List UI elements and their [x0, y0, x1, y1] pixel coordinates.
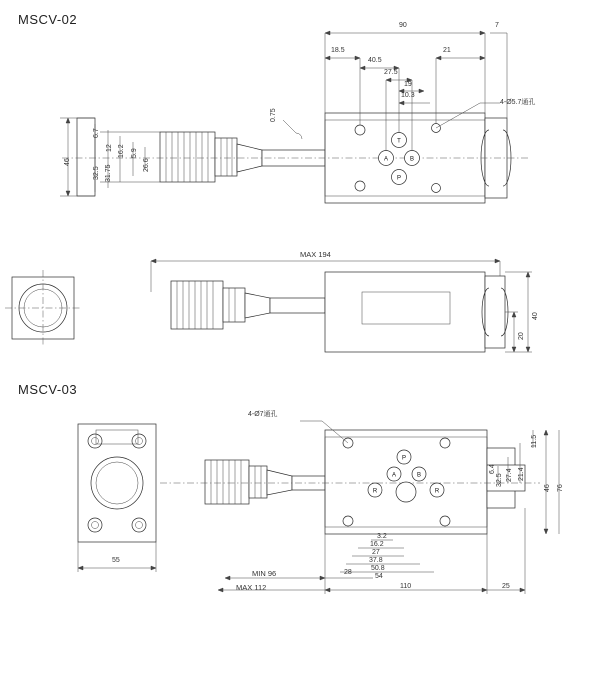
dim-3-2: 3.2	[377, 533, 387, 540]
svg-text:A: A	[391, 472, 397, 479]
dim-12: 12	[106, 144, 113, 152]
dim-40-5: 40.5	[368, 57, 382, 64]
svg-text:P: P	[401, 455, 407, 462]
dim-0-75: 0.75	[270, 108, 277, 122]
dim-27-4: 27.4	[506, 468, 513, 482]
dim-37-8: 37.8	[369, 557, 383, 564]
dim-26-6: 26.6	[143, 158, 150, 172]
hole-note-mscv02: 4-Ø5.7通孔	[500, 99, 536, 106]
dim-20-side: 20	[518, 332, 525, 340]
dim-90: 90	[399, 22, 407, 29]
dim-50-8: 50.8	[371, 565, 385, 572]
dim-5-9: 5.9	[131, 148, 138, 158]
dim-18-5: 18.5	[331, 47, 345, 54]
dim-6-4: 6.4	[489, 464, 496, 474]
dim-6-7: 6.7	[93, 128, 100, 138]
dim-40-side: 40	[532, 312, 539, 320]
mscv03-view	[78, 421, 559, 594]
dim-25: 25	[502, 583, 510, 590]
dim-54: 54	[375, 573, 383, 580]
dim-19: 19	[404, 81, 412, 88]
mscv02-top-view	[60, 31, 530, 203]
dim-16-2-03: 16.2	[370, 541, 384, 548]
svg-text:B: B	[409, 156, 415, 163]
svg-text:A: A	[383, 156, 389, 163]
dim-max-194: MAX 194	[300, 250, 331, 259]
dim-31-75: 31.75	[105, 164, 112, 182]
dim-28: 28	[344, 569, 352, 576]
dim-27: 27	[372, 549, 380, 556]
svg-text:B: B	[416, 472, 422, 479]
dim-46-03: 46	[544, 484, 551, 492]
dim-110: 110	[400, 583, 412, 590]
dim-7: 7	[495, 22, 499, 29]
dim-min-96: MIN 96	[252, 569, 277, 578]
hole-note-mscv03: 4-Ø7通孔	[248, 411, 278, 418]
mscv02-side-view	[151, 259, 532, 352]
dim-21: 21	[443, 47, 451, 54]
dim-32-5-03: 32.5	[496, 473, 503, 487]
dim-32-5: 32.5	[93, 166, 100, 180]
svg-text:P: P	[396, 175, 402, 182]
svg-text:R: R	[372, 488, 378, 495]
svg-text:T: T	[397, 138, 401, 145]
dim-21-4: 21.4	[518, 467, 525, 481]
dim-max-112: MAX 112	[236, 583, 267, 592]
dim-46: 46	[64, 158, 71, 166]
dim-11-5: 11.5	[531, 434, 538, 448]
section-title-mscv03: MSCV-03	[18, 382, 78, 397]
dim-16-2: 16.2	[118, 144, 125, 158]
svg-text:R: R	[434, 488, 440, 495]
dim-55: 55	[112, 557, 120, 564]
dim-27-5: 27.5	[384, 69, 398, 76]
section-title-mscv02: MSCV-02	[18, 12, 78, 27]
dim-76: 76	[557, 484, 564, 492]
mscv02-end-view	[5, 270, 81, 346]
dim-10-3: 10.3	[401, 92, 415, 99]
